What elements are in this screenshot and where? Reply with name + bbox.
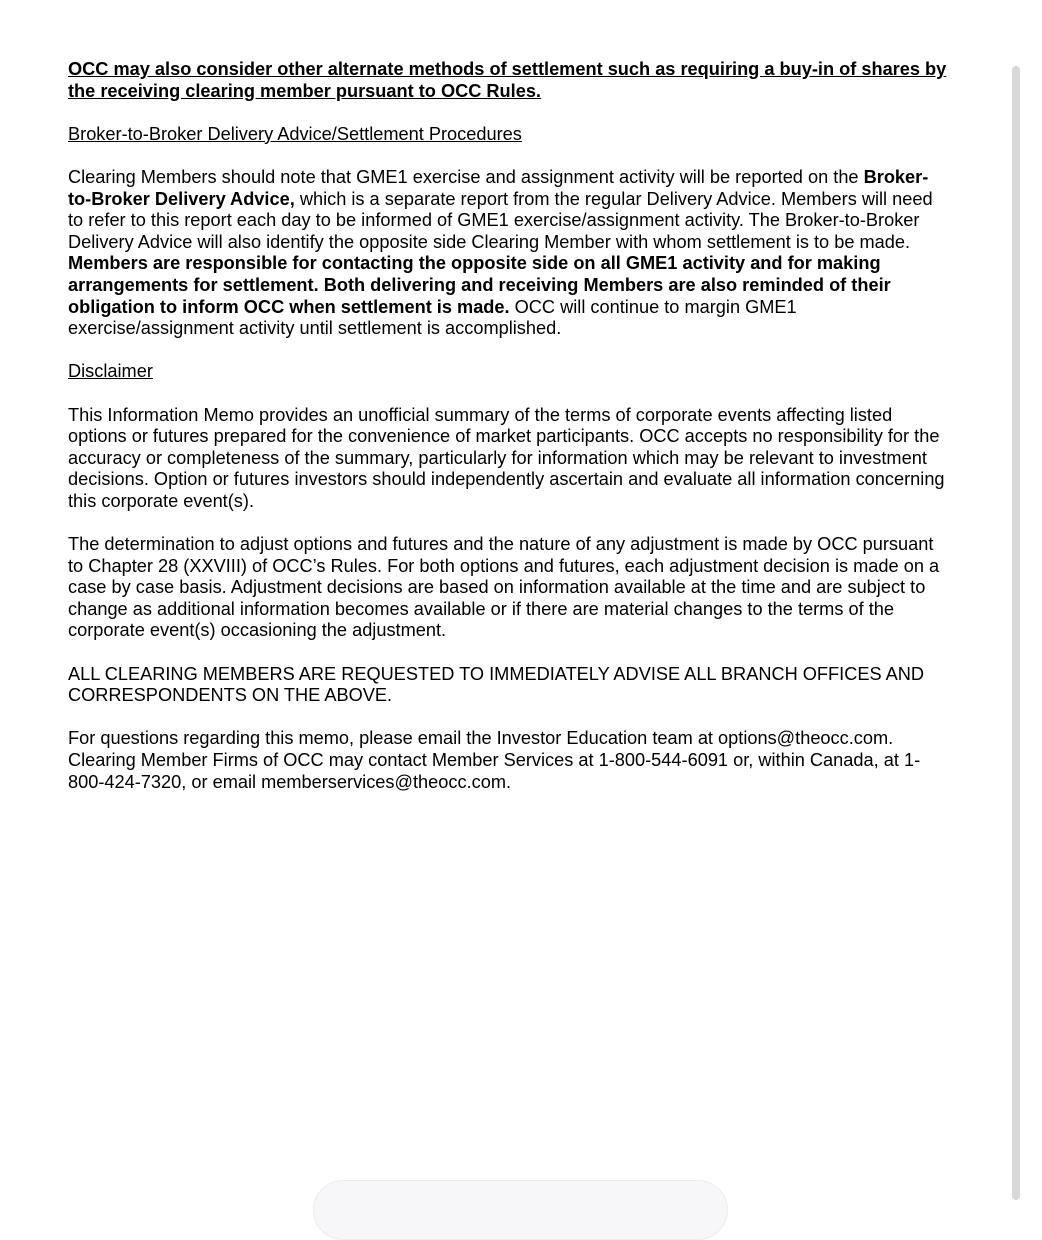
broker-heading: Broker-to-Broker Delivery Advice/Settlement Procedures: [68, 123, 522, 144]
scrollbar-thumb[interactable]: [1012, 66, 1020, 1200]
scrollbar[interactable]: [1012, 66, 1020, 1200]
memo-body: [68, 59, 950, 815]
adjustment-paragraph: The determination to adjust options and futures and the nature of any adjustment is made by OCC pursuant to Chapter 28 (XXVIII) of OCC’s Rules. For both options and futures, each adjustment decision is made on a case by case basis. Adjustment decisions are based on information available at the time and are subject to change as additional information becomes available or if there are material changes to the terms of the corporate event(s) occasioning the adjustment.: [68, 534, 940, 641]
broker-text-5: OCC will continue to margin GME1 exercise/assignment activity until settlement is accomplished.: [68, 296, 797, 339]
disclaimer-paragraph: This Information Memo provides an unofficial summary of the terms of corporate events affecting listed options or futures prepared for the convenience of market participants. OCC accepts no responsibility for the accuracy or completeness of the summary, particularly for information which may be relevant to investment decisions. Option or futures investors should independently ascertain and evaluate all information concerning this corporate event(s).: [68, 404, 945, 511]
settlement-note: OCC may also consider other alternate methods of settlement such as requiring a buy-in of shares by the receiving clearing member pursuant to OCC Rules.: [68, 59, 947, 101]
contact-paragraph[interactable]: For questions regarding this memo, please email the Investor Education team at options@theocc.com. Clearing Member Firms of OCC may contact Member Services at 1-800-544-6091 or, within Canada, at 1-800-424-7320, or email memberservices@theocc.com.: [68, 728, 921, 792]
disclaimer-heading: Disclaimer: [68, 361, 153, 382]
broker-text-2: Broker-to-Broker Delivery Advice,: [68, 166, 929, 209]
bottom-toolbar[interactable]: [313, 1180, 728, 1240]
broker-paragraph: [68, 167, 950, 340]
broker-text-3: which is a separate report from the regular Delivery Advice. Members will need to refer to this report each day to be informed of GME1 exercise/assignment activity. The Broker-to-Broker Delivery Advice will also identify the opposite side Clearing Member with whom settlement is to be made.: [68, 188, 933, 252]
broker-text-1: Clearing Members should note that GME1 exercise and assignment activity will be reported on the: [68, 166, 864, 187]
request-paragraph: ALL CLEARING MEMBERS ARE REQUESTED TO IMMEDIATELY ADVISE ALL BRANCH OFFICES AND CORRESPONDENTS ON THE ABOVE.: [68, 663, 925, 706]
broker-text-4: Members are responsible for contacting the opposite side on all GME1 activity and for making arrangements for settlement. Both delivering and receiving Members are also reminded of their obligation to inform OCC when settlement is made.: [68, 253, 891, 317]
